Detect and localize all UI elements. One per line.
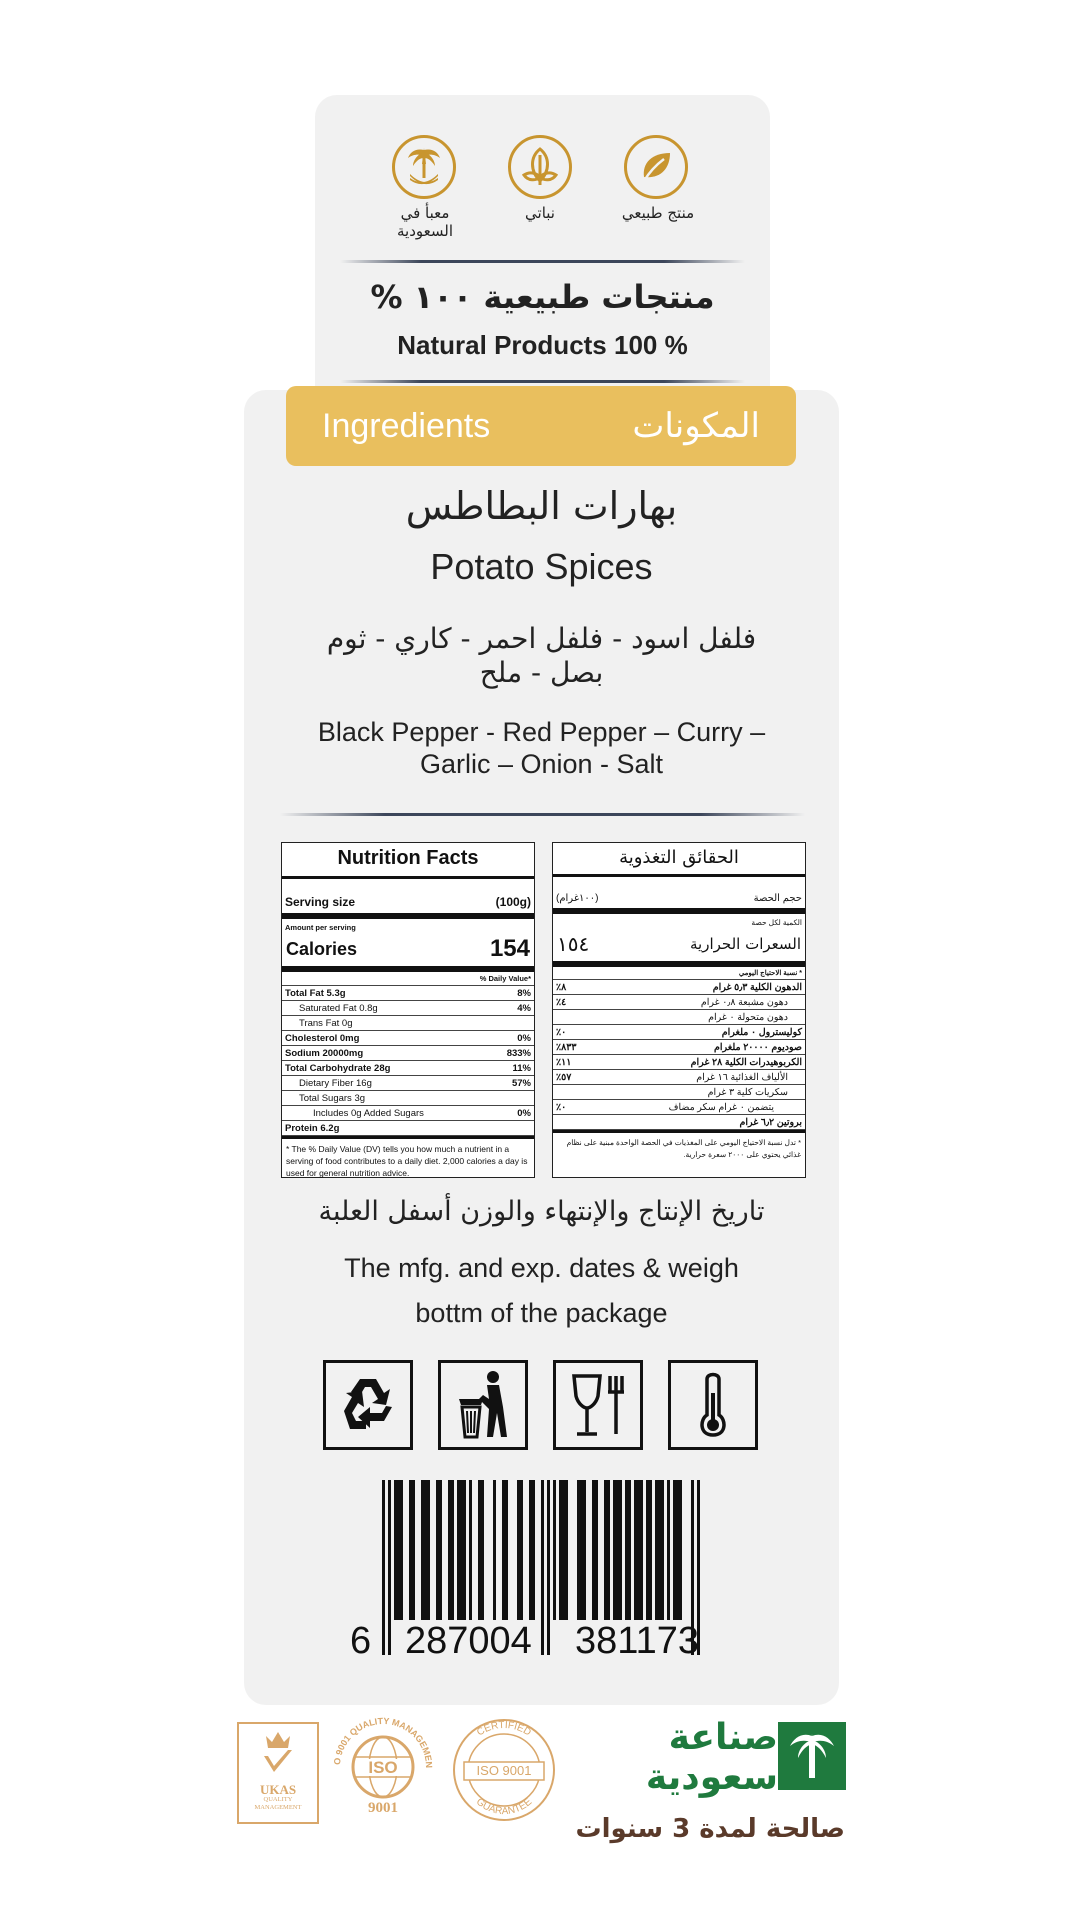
- nutrient-label: يتضمن ٠ غرام سكر مضاف: [668, 1101, 774, 1113]
- nutrient-label: دهون متحولة ٠ غرام: [708, 1011, 788, 1023]
- barcode-bar: [541, 1480, 544, 1655]
- nutrient-label: Saturated Fat 0.8g: [299, 1002, 378, 1014]
- barcode-bar: [469, 1480, 472, 1620]
- nutrition-row: [282, 1031, 534, 1046]
- natural-english: Natural Products 100 %: [397, 330, 688, 360]
- ukas-text: UKAS: [259, 1782, 297, 1797]
- badge-label-packed: معبأ في السعودية: [396, 204, 453, 240]
- barcode-bar: [577, 1480, 586, 1620]
- nutrient-label: صوديوم ٢٠٠٠٠ ملغرام: [713, 1041, 802, 1053]
- nutrition-row: [282, 1091, 534, 1106]
- leaf-icon: [508, 135, 572, 199]
- nutrient-label: Total Fat 5.3g: [285, 987, 346, 999]
- nutrient-label: الألياف الغذائية ١٦ غرام: [696, 1071, 788, 1083]
- calories-value-ar: ١٥٤: [557, 932, 590, 956]
- ingredients-arabic-line1: فلفل اسود - فلفل احمر - كاري - ثوم: [326, 622, 757, 655]
- barcode-bar: [409, 1480, 415, 1620]
- validity-text: صالحة لمدة 3 سنوات: [575, 1814, 845, 1844]
- nutrition-row: [282, 1121, 534, 1136]
- nutrient-dv: 0%: [517, 1032, 531, 1044]
- dv-header-ar: * نسبة الاحتياج اليومي: [553, 967, 805, 980]
- nutrition-row: [553, 980, 805, 995]
- barcode-group2: 381173: [575, 1620, 699, 1662]
- nutrition-row: [553, 1085, 805, 1100]
- barcode-bar: [478, 1480, 484, 1620]
- iso-9001-seal: [328, 1712, 438, 1822]
- nutrition-row: [282, 986, 534, 1001]
- nutrient-label: Cholesterol 0mg: [285, 1032, 360, 1044]
- food-safe-icon: [553, 1360, 643, 1450]
- nutrition-facts-english: [281, 842, 535, 1178]
- crown-check-icon: [258, 1728, 298, 1778]
- nutrient-dv: ٨٣٣٪: [556, 1041, 577, 1053]
- barcode-bar: [655, 1480, 664, 1620]
- ingredients-arabic: المكونات: [632, 407, 760, 445]
- nutrition-row: [282, 1046, 534, 1061]
- ingredients-english: Ingredients: [322, 406, 491, 445]
- nutrient-dv: ٠٪: [556, 1026, 567, 1038]
- nutrient-label: بروتين ٦٫٢ غرام: [739, 1116, 802, 1128]
- iso-bottom: 9001: [368, 1800, 398, 1816]
- iso-center: ISO: [368, 1758, 398, 1777]
- dates-english: [244, 1246, 839, 1336]
- saudi-line1: صناعة: [668, 1717, 778, 1758]
- nutrition-row: [282, 1001, 534, 1016]
- barcode-first-digit: 6: [350, 1620, 372, 1662]
- nutrition-row: [553, 1025, 805, 1040]
- ingredients-english-line2: Garlic – Onion - Salt: [419, 749, 664, 779]
- barcode-bar: [502, 1480, 508, 1620]
- nutrient-label: كوليسترول ٠ ملغرام: [721, 1026, 802, 1038]
- certified-seal: [448, 1716, 560, 1824]
- nutrient-dv: ١١٪: [556, 1056, 572, 1068]
- nutrition-row: [282, 1016, 534, 1031]
- saudi-made-text: [628, 1718, 778, 1798]
- barcode-bar: [634, 1480, 643, 1620]
- trash-bin-icon: [438, 1360, 528, 1450]
- recycle-icon: [323, 1360, 413, 1450]
- nutrition-rows: [282, 986, 534, 1136]
- ukas-logo: [237, 1722, 319, 1824]
- saudi-line2: سعودية: [645, 1757, 778, 1798]
- nutrition-row: [553, 1100, 805, 1115]
- ukas-quality: QUALITY: [263, 1796, 293, 1803]
- iso-arc-text: O 9001 QUALITY MANAGEMEN: [331, 1715, 435, 1769]
- barcode-bar: [613, 1480, 622, 1620]
- nutrient-dv: 11%: [512, 1062, 531, 1074]
- nutrient-dv: ٠٪: [556, 1101, 567, 1113]
- amount-per-serving: Amount per serving: [285, 923, 356, 932]
- dates-english-line1: The mfg. and exp. dates & weigh: [344, 1253, 739, 1283]
- badge-label-vegan: نباتي: [525, 204, 555, 222]
- nutrient-label: الدهون الكلية ٥٫٣ غرام: [712, 981, 802, 993]
- ingredients-header-bar: [286, 386, 796, 466]
- barcode-bar: [625, 1480, 631, 1620]
- nutrition-facts-arabic: [552, 842, 806, 1178]
- barcode-bar: [394, 1480, 403, 1620]
- nutrition-rows-ar: [553, 980, 805, 1130]
- nutrition-row: [282, 1076, 534, 1091]
- nutrient-dv: ٨٪: [556, 981, 567, 993]
- nutrient-label: Dietary Fiber 16g: [299, 1077, 372, 1089]
- certified-top-text: CERTIFIED: [475, 1719, 533, 1739]
- barcode-bar: [382, 1480, 385, 1655]
- serving-label: Serving size: [285, 895, 356, 909]
- nutrition-row: [553, 1010, 805, 1025]
- nutrient-label: دهون مشبعة ٠٫٨ غرام: [700, 996, 788, 1008]
- divider: [340, 260, 745, 263]
- barcode-bar: [673, 1480, 682, 1620]
- barcode-bar: [421, 1480, 430, 1620]
- nutrient-label: Total Carbohydrate 28g: [285, 1062, 391, 1074]
- nutrition-title-ar: الحقائق التغذوية: [619, 847, 739, 868]
- nutrient-dv: ٤٪: [556, 996, 567, 1008]
- barcode-bar: [529, 1480, 535, 1620]
- ingredients-arabic-list: [244, 622, 839, 690]
- nutrient-dv: ٥٧٪: [556, 1071, 572, 1083]
- nutrient-dv: 57%: [511, 1077, 531, 1089]
- nutrient-dv: 0%: [517, 1107, 531, 1119]
- ingredients-english-list: [244, 716, 839, 780]
- nutrition-row: [553, 1070, 805, 1085]
- barcode-bar: [457, 1480, 466, 1620]
- divider: [280, 813, 805, 816]
- product-english: Potato Spices: [430, 546, 653, 587]
- barcode-bar: [604, 1480, 610, 1620]
- nutrient-dv: 833%: [506, 1047, 531, 1059]
- nutrition-row: [553, 1040, 805, 1055]
- badge-label-natural: منتج طبيعي: [621, 204, 695, 222]
- nutrient-label: سكريات كلية ٣ غرام: [707, 1086, 788, 1098]
- nutrient-label: Total Sugars 3g: [299, 1092, 366, 1104]
- barcode-bar: [448, 1480, 454, 1620]
- barcode-bar: [559, 1480, 568, 1620]
- palm-icon: [778, 1722, 846, 1790]
- barcode-bar: [547, 1480, 550, 1655]
- nutrient-label: Trans Fat 0g: [299, 1017, 353, 1029]
- nutrition-row: [553, 1115, 805, 1130]
- dates-arabic: تاريخ الإنتاج والإنتهاء والوزن أسفل العلبة: [318, 1196, 765, 1227]
- barcode-bar: [646, 1480, 652, 1620]
- product-arabic: بهارات البطاطس: [405, 484, 678, 528]
- barcode-bar: [553, 1480, 556, 1620]
- barcode-bar: [517, 1480, 523, 1620]
- nutrient-label: Sodium 20000mg: [285, 1047, 364, 1059]
- nutrient-label: Includes 0g Added Sugars: [313, 1107, 424, 1119]
- calories-label-ar: السعرات الحرارية: [689, 935, 801, 953]
- certified-bottom-text: GUARANTEE: [473, 1796, 535, 1818]
- nutrient-dv: 4%: [517, 1002, 531, 1014]
- footnote: * The % Daily Value (DV) tells you how much a nutrient in a serving of food contributes to a daily diet. 2,000 calories a day is used for general nutrition advice.: [286, 1144, 528, 1178]
- serving-label-ar: حجم الحصة: [753, 893, 802, 904]
- nutrition-title: Nutrition Facts: [337, 847, 479, 869]
- barcode-bar: [592, 1480, 598, 1620]
- natural-leaf-icon: [624, 135, 688, 199]
- serving-value-ar: (١٠٠غرام): [556, 893, 599, 904]
- barcode-bar: [436, 1480, 442, 1620]
- palm-swords-icon: [392, 135, 456, 199]
- nutrition-row: [553, 995, 805, 1010]
- thermometer-icon: [668, 1360, 758, 1450]
- ukas-management: MANAGEMENT: [254, 1804, 302, 1811]
- barcode-bar: [667, 1480, 670, 1620]
- nutrient-dv: 8%: [517, 987, 531, 999]
- ingredients-english-line1: Black Pepper - Red Pepper – Curry –: [317, 717, 766, 747]
- dates-english-line2: bottm of the package: [415, 1298, 668, 1328]
- amount-per-serving-ar: الكمية لكل حصة: [751, 918, 802, 927]
- nutrient-label: الكربوهيدرات الكلية ٢٨ غرام: [690, 1056, 802, 1068]
- barcode-bar: [388, 1480, 391, 1655]
- ingredients-arabic-line2: بصل - ملح: [479, 656, 604, 689]
- footnote-ar: * تدل نسبة الاحتياج اليومي على المغذيات في الحصة الواحدة مبنية على نظام غذائي يحتوي على ٢٠٠٠ سعرة حرارية.: [566, 1138, 801, 1159]
- nutrition-row: [282, 1106, 534, 1121]
- nutrition-row: [553, 1055, 805, 1070]
- nutrient-label: Protein 6.2g: [285, 1122, 340, 1134]
- barcode-bar: [493, 1480, 496, 1620]
- certified-center: ISO 9001: [476, 1763, 532, 1778]
- calories-value: 154: [489, 935, 530, 962]
- saudi-made-logo: [778, 1722, 846, 1790]
- serving-value: (100g): [495, 895, 531, 909]
- dv-header: % Daily Value*: [282, 972, 534, 986]
- divider: [340, 380, 745, 383]
- nutrition-row: [282, 1061, 534, 1076]
- natural-arabic: منتجات طبيعية ١٠٠ %: [370, 278, 715, 316]
- calories-label: Calories: [286, 938, 358, 959]
- barcode-group1: 287004: [405, 1620, 532, 1662]
